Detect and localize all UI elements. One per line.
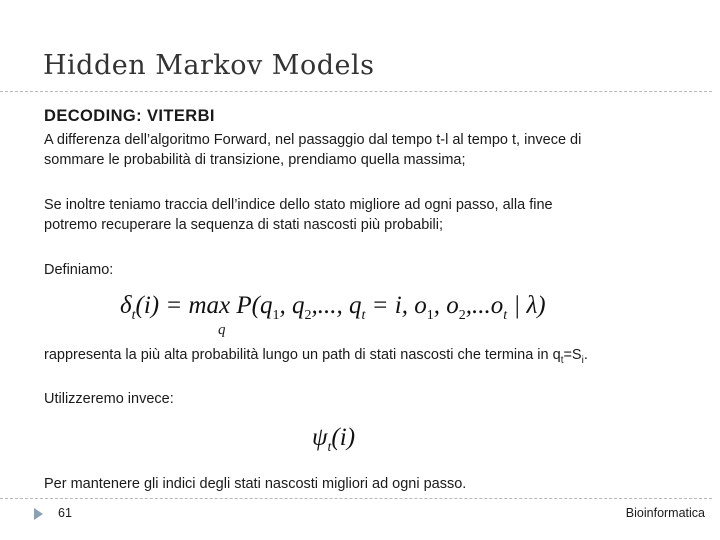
footer-brand: Bioinformatica bbox=[625, 506, 705, 520]
formula-part: | λ) bbox=[507, 292, 546, 319]
delta-symbol: δ bbox=[120, 292, 132, 319]
delta-formula bbox=[120, 292, 546, 324]
formula-subscript: t bbox=[503, 308, 508, 323]
psi-symbol: ψ bbox=[312, 424, 328, 451]
formula-subscript: 2 bbox=[304, 308, 312, 323]
footer-divider bbox=[0, 498, 712, 499]
section-heading: DECODING: VITERBI bbox=[44, 107, 215, 125]
formula-part: ,..., q bbox=[311, 292, 362, 319]
formula-part: (i) bbox=[331, 424, 356, 451]
text-subscript: i bbox=[581, 354, 584, 366]
paragraph-text: =S bbox=[563, 347, 582, 363]
max-subscript-q: q bbox=[218, 322, 226, 338]
paragraph-line: Se inoltre teniamo traccia dell’indice dello stato migliore ad ogni passo, alla fine bbox=[44, 197, 553, 213]
formula-part: , o bbox=[433, 292, 459, 319]
psi-formula bbox=[312, 424, 355, 456]
formula-subscript: 1 bbox=[272, 308, 280, 323]
page-number: 61 bbox=[58, 506, 72, 520]
formula-part: ,...o bbox=[465, 292, 504, 319]
paragraph-per-mantenere: Per mantenere gli indici degli stati nascosti migliori ad ogni passo. bbox=[44, 476, 467, 492]
paragraph-rappresenta bbox=[44, 345, 588, 371]
paragraph-text: . bbox=[583, 347, 588, 363]
formula-subscript: t bbox=[361, 308, 366, 323]
formula-subscript: t bbox=[131, 308, 136, 323]
title-divider bbox=[0, 91, 712, 92]
text-subscript: t bbox=[560, 354, 564, 366]
utilizzeremo-label: Utilizzeremo invece: bbox=[44, 391, 174, 407]
paragraph-forward-comparison bbox=[44, 130, 581, 170]
formula-subscript: 1 bbox=[426, 308, 434, 323]
formula-part: , q bbox=[279, 292, 305, 319]
triangle-marker-icon bbox=[34, 508, 43, 520]
formula-subscript: t bbox=[327, 440, 332, 455]
paragraph-line: A differenza dell’algoritmo Forward, nel passaggio dal tempo t-l al tempo t, invece di bbox=[44, 132, 582, 148]
formula-subscript: 2 bbox=[458, 308, 466, 323]
formula-part: = i, o bbox=[365, 292, 427, 319]
formula-part: (i) = max P(q bbox=[135, 292, 273, 319]
slide-title: Hidden Markov Models bbox=[43, 50, 375, 81]
paragraph-backtracking bbox=[44, 195, 553, 235]
paragraph-line: potremo recuperare la sequenza di stati nascosti più probabili; bbox=[44, 217, 443, 233]
paragraph-line: sommare le probabilità di transizione, prendiamo quella massima; bbox=[44, 152, 466, 168]
paragraph-text: rappresenta la più alta probabilità lungo un path di stati nascosti che termina in q bbox=[44, 347, 561, 363]
definiamo-label: Definiamo: bbox=[44, 262, 114, 278]
